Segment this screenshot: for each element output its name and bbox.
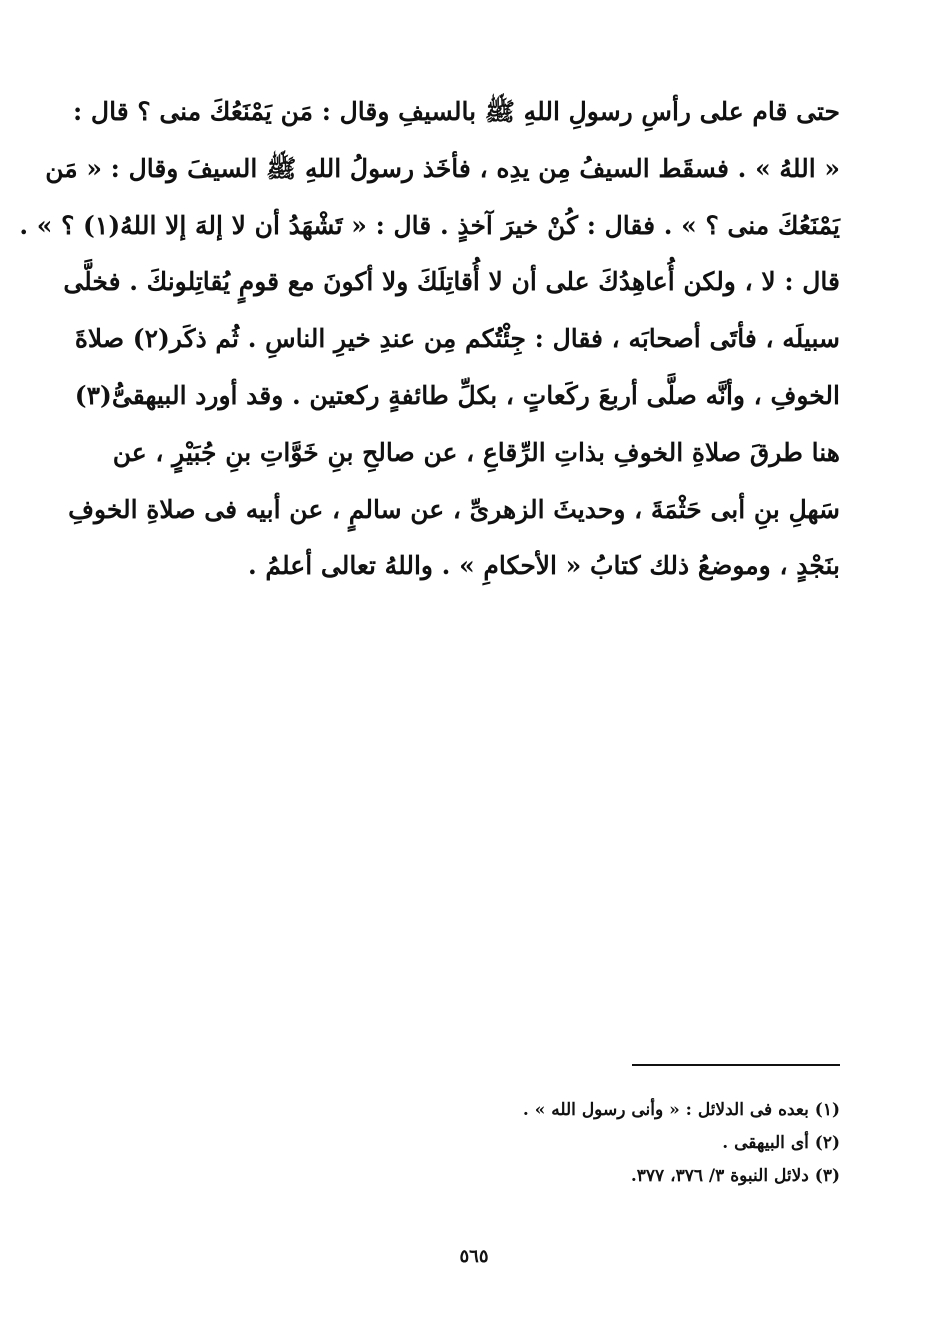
page-number: ٥٦٥ — [459, 1246, 489, 1267]
text-line: الخوفِ ، وأنَّه صلَّى أربعَ ركَعاتٍ ، بكلِّ طائفةٍ ركعتين . وقد أورد البيهقىُّ(٣) — [74, 380, 840, 410]
text-line: يَمْنَعُكَ منى ؟ » . فقال : كُنْ خيرَ آخذٍ . قال : « تَشْهَدُ أن لا إلهَ إلا اللهُ(١) ؟ » . — [19, 210, 840, 240]
footnote-3: (٣) دلائل النبوة ٣/ ٣٧٦، ٣٧٧. — [630, 1166, 840, 1186]
text-line: حتى قام على رأسِ رسولِ اللهِ ﷺ بالسيفِ وقال : مَن يَمْنَعُكَ منى ؟ قال : — [72, 97, 840, 126]
text-line: سَهلِ بنِ أبى حَثْمَةَ ، وحديثَ الزهرىِّ ، عن سالمٍ ، عن أبيه فى صلاةِ الخوفِ — [68, 494, 840, 524]
text-line: سبيلَه ، فأتَى أصحابَه ، فقال : جِئْتُكم مِن عندِ خيرِ الناسِ . ثُم ذكَر(٢) صلاةَ — [74, 324, 840, 354]
footnote-1: (١) بعده فى الدلائل : « وأنى رسول الله » . — [522, 1100, 840, 1120]
text-line-last: بنَجْدٍ ، وموضعُ ذلك كتابُ « الأحكامِ » . واللهُ تعالى أعلمُ . — [247, 551, 840, 581]
footnote-separator — [632, 1064, 840, 1066]
text-line: قال : لا ، ولكن أُعاهِدُكَ على أن لا أُقاتِلَكَ ولا أكونَ مع قومٍ يُقاتِلونكَ . فخلَّى — [63, 267, 840, 297]
main-text-block — [19, 84, 840, 595]
footnote-2: (٢) أى البيهقى . — [722, 1133, 840, 1153]
text-line: « اللهُ » . فسقَط السيفُ مِن يدِه ، فأخَذ رسولُ اللهِ ﷺ السيفَ وقال : « مَن — [45, 153, 840, 183]
footnotes-block — [440, 1094, 840, 1193]
text-line: هنا طرقَ صلاةِ الخوفِ بذاتِ الرِّقاعِ ، عن صالحِ بنِ خَوَّاتِ بنِ جُبَيْرٍ ، عن — [112, 437, 840, 467]
